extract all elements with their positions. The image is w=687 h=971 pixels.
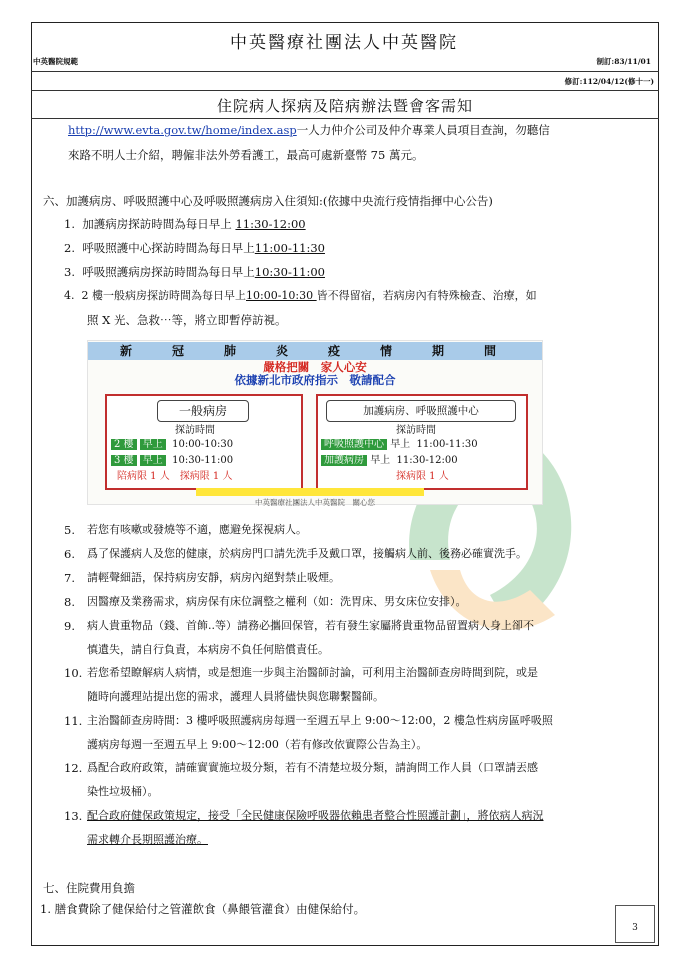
poster-subtitle: 依據新北市政府指示 敬請配合: [234, 373, 396, 387]
rule-number: 12.: [64, 761, 83, 775]
time-label: 早上: [390, 439, 411, 450]
poster-footer: 中英醫療社團法人中英醫院 關心您: [255, 498, 375, 507]
item-text: 呼吸照護病房探訪時間為每日早上: [82, 265, 255, 279]
time-label: 早上: [140, 439, 166, 450]
item-text: 呼吸照護中心探訪時間為每日早上: [82, 241, 255, 255]
icu-limit: 探病限 1 人: [396, 471, 449, 482]
time-label: 早上: [140, 455, 166, 466]
rule-text-line: 爲配合政府政策，請確實實施垃圾分類，若有不清楚垃圾分類，請詢問工作人員（口罩請丟感: [87, 761, 538, 774]
item-number: 4.: [64, 289, 75, 302]
section-6-item-1: [64, 217, 306, 231]
item-number: 3.: [64, 265, 75, 279]
rule-number: 10.: [64, 666, 83, 680]
rule-number: 9.: [64, 619, 75, 633]
poster-icu-box: [316, 394, 528, 490]
item-text: 加護病房探訪時間為每日早上: [82, 217, 236, 231]
icu-title: 加護病房、呼吸照護中心: [326, 400, 516, 422]
rule-number: 13.: [64, 809, 83, 823]
time-range: 10:30-11:00: [172, 455, 234, 466]
section-6-item-3: [64, 265, 325, 279]
time-range: 10:00-10:30: [172, 439, 234, 450]
general-ward-row-1: [111, 439, 233, 451]
general-ward-subtitle: 探訪時間: [175, 425, 215, 436]
item-number: 2.: [64, 241, 75, 255]
time-label: 早上: [370, 455, 391, 466]
section-6-item-2: [64, 241, 325, 255]
rule-text-line: 染性垃圾桶）。: [87, 785, 159, 798]
section-6-heading: 六、加護病房、呼吸照護中心及呼吸照護病房入住須知:(依據中央流行疫情指揮中心公告): [43, 194, 493, 208]
poster-slogan: 嚴格把關 家人心安: [263, 360, 367, 374]
icu-row-1: [321, 439, 478, 451]
unit-tag: 加護病房: [321, 455, 367, 466]
section-6-item-4-line-2: 照 X 光、急救⋯等，將立即暫停訪視。: [87, 313, 287, 327]
rule-number: 5.: [64, 523, 75, 537]
rule-text-line: 主治醫師查房時間：3 樓呼吸照護病房每週一至週五早上 9:00～12:00，2 樓急性病房區呼吸照: [87, 714, 553, 727]
item-text: 2 樓一般病房探訪時間為每日早上: [81, 289, 246, 302]
evta-link[interactable]: http://www.evta.gov.tw/home/index.asp: [68, 123, 297, 137]
page-number: 3: [615, 905, 655, 943]
poster-yellow-bar: [196, 488, 424, 496]
floor-tag: 2 樓: [111, 439, 137, 450]
rule-number: 11.: [64, 714, 83, 728]
unit-tag: 呼吸照護中心: [321, 439, 387, 450]
poster-general-ward-box: [105, 394, 303, 490]
general-ward-limit: 陪病限 1 人 探病限 1 人: [117, 471, 233, 482]
rule-text-line: 若您有咳嗽或發燒等不適，應避免探視病人。: [87, 523, 307, 536]
rule-text-line: 病人貴重物品（錢、首飾..等）請務必攜回保管，若有發生家屬將貴重物品留置病人身上卻不: [87, 619, 534, 632]
rule-text-line: 爲了保護病人及您的健康，於病房門口請先洗手及戴口罩，接觸病人前、後務必確實洗手。: [87, 547, 527, 560]
poster-title: 新 冠 肺 炎 疫 情 期 間: [88, 342, 542, 360]
document-title: 住院病人探病及陪病辦法暨會客需知: [216, 97, 473, 115]
section-7-heading: 七、住院費用負擔: [43, 881, 135, 895]
floor-tag: 3 樓: [111, 455, 137, 466]
time-range: 11:30-12:00: [396, 455, 458, 466]
rule-number: 7.: [64, 571, 75, 585]
rule-text-line: 護病房每週一至週五早上 9:00～12:00（若有修改依實際公告為主）。: [87, 738, 428, 751]
general-ward-title: 一般病房: [157, 400, 249, 422]
intro-line-2: 來路不明人士介紹，聘僱非法外勞看護工，最高可處新臺幣 75 萬元。: [68, 148, 424, 162]
header-divider-1: [31, 71, 659, 72]
rule-number: 6.: [64, 547, 75, 561]
rule-text-line: 因醫療及業務需求，病房保有床位調整之權利（如：洗胃床、男女床位安排）。: [87, 595, 467, 608]
general-ward-row-2: [111, 455, 233, 467]
icu-row-2: [321, 455, 458, 467]
rule-text-line: 隨時向護理站提出您的需求，護理人員將儘快與您聯繫醫師。: [87, 690, 384, 703]
item-text-cont: 皆不得留宿，若病房內有特殊檢查、治療，如: [316, 289, 537, 302]
visit-time: 11:30-12:00: [235, 217, 306, 231]
rule-text-line: 配合政府健保政策規定，接受「全民健康保險呼吸器依賴患者整合性照護計劃」，將依病人病況: [87, 809, 544, 822]
time-range: 11:00-11:30: [416, 439, 478, 450]
established-date: 制訂:83/11/01: [596, 57, 651, 66]
visiting-hours-poster: [87, 340, 543, 505]
section-7-item-1: 1. 膳食費除了健保給付之管灌飲食（鼻餵管灌食）由健保給付。: [40, 902, 366, 916]
organization-title: 中英醫療社團法人中英醫院: [230, 33, 458, 53]
visit-time: 10:00-10:30: [246, 289, 317, 302]
rule-text-line: 若您希望瞭解病人病情，或是想進一步與主治醫師討論，可利用主治醫師查房時間到院，或是: [87, 666, 538, 679]
revision-date: 修訂:112/04/12(修十一): [564, 77, 654, 86]
visit-time: 10:30-11:00: [254, 265, 325, 279]
visit-time: 11:00-11:30: [254, 241, 325, 255]
rule-number: 8.: [64, 595, 75, 609]
header-divider-2: [31, 90, 659, 91]
rule-text-line: 慎遺失，請自行負責，本病房不負任何賠償責任。: [87, 643, 329, 656]
header-divider-3: [31, 118, 659, 119]
intro-line-1: [68, 123, 550, 137]
section-6-item-4: [64, 289, 537, 303]
icu-subtitle: 探訪時間: [396, 425, 436, 436]
rule-text-line: 需求轉介長期照護治療。: [87, 833, 208, 846]
item-number: 1.: [64, 217, 75, 231]
rule-text-line: 請輕聲細語，保持病房安靜，病房內絕對禁止吸煙。: [87, 571, 340, 584]
document-category: 中英醫院規範: [33, 57, 78, 66]
intro-line-1-text: 一人力仲介公司及仲介專業人員項目查詢，勿聽信: [296, 123, 550, 137]
